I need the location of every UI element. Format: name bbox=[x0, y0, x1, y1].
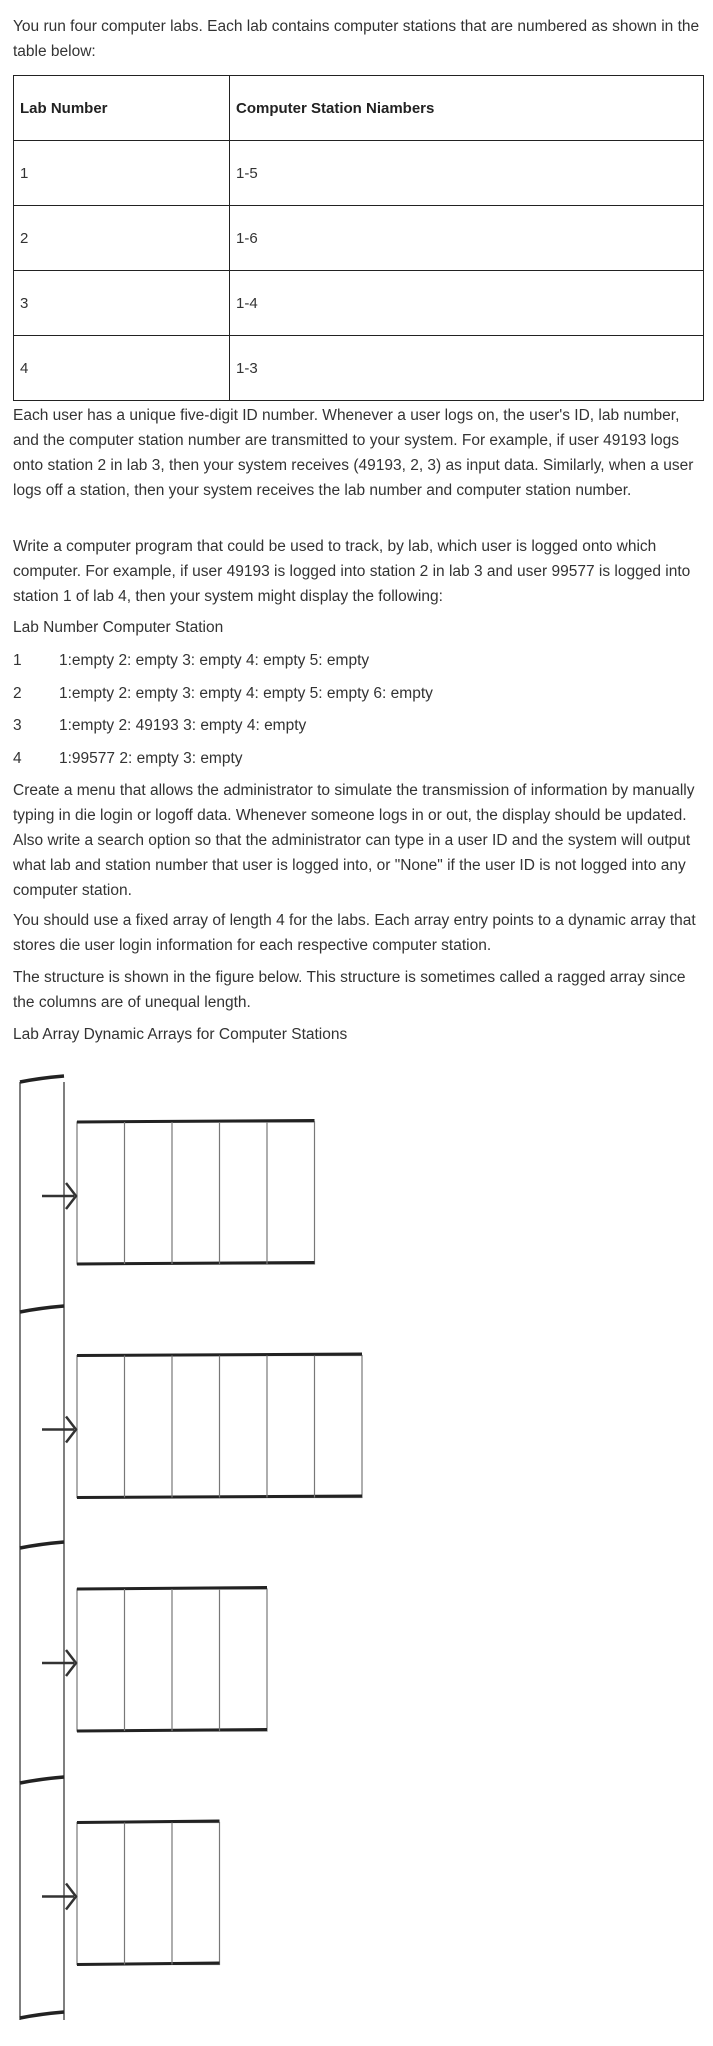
station-array-top-edge bbox=[77, 1821, 220, 1823]
display-stations: 1:99577 2: empty 3: empty bbox=[59, 750, 243, 767]
table-row bbox=[14, 206, 704, 271]
station-array-top-edge bbox=[77, 1354, 362, 1356]
display-row bbox=[13, 648, 703, 673]
station-array-lab-2 bbox=[42, 1354, 362, 1498]
station-array-top-edge bbox=[77, 1121, 315, 1123]
station-array-top-edge bbox=[77, 1588, 267, 1590]
structure-paragraph: The structure is shown in the figure below. This structure is sometimes called a ragged array since the columns are of unequal length. bbox=[13, 969, 686, 1011]
display-lab-number: 3 bbox=[13, 717, 22, 734]
table-cell: 4 bbox=[14, 336, 230, 401]
display-row bbox=[13, 713, 703, 738]
lab-array-divider bbox=[20, 1777, 64, 1783]
station-array-lab-1 bbox=[42, 1121, 315, 1265]
description-paragraph: Each user has a unique five-digit ID number. Whenever a user logs on, the user's ID, lab number, and the computer station number are transmitted to your system. For example, if user 49193 logs onto station 2 in lab 3, then your system receives (49193, 2, 3) as input data. Similarly, when a user logs off a station, then your system receives the lab number and computer station number. bbox=[13, 407, 694, 499]
task-paragraph: Write a computer program that could be used to track, by lab, which user is logged onto which computer. For example, if user 49193 is logged into station 2 in lab 3 and user 99577 is logged into station 1 of lab 4, then your system might display the following: bbox=[13, 538, 691, 605]
lab-array-divider bbox=[20, 1076, 64, 1082]
station-array-frame bbox=[77, 1122, 315, 1264]
table-row bbox=[14, 336, 704, 401]
table-header-row bbox=[14, 76, 704, 141]
display-header: Lab Number Computer Station bbox=[13, 619, 224, 636]
table-header-cell: Lab Number bbox=[14, 76, 230, 141]
station-array-lab-3 bbox=[42, 1588, 267, 1732]
table-cell: 1-5 bbox=[230, 141, 704, 206]
lab-array bbox=[20, 1076, 64, 2020]
display-stations: 1:empty 2: 49193 3: empty 4: empty bbox=[59, 717, 307, 734]
ragged-array-figure bbox=[0, 1060, 380, 2020]
lab-array-divider bbox=[20, 1542, 64, 1548]
display-lab-number: 4 bbox=[13, 750, 22, 767]
table-cell: 1 bbox=[14, 141, 230, 206]
table-cell: 3 bbox=[14, 271, 230, 336]
intro-paragraph: You run four computer labs. Each lab contains computer stations that are numbered as shown in the table below: bbox=[13, 18, 700, 60]
table-cell: 1-3 bbox=[230, 336, 704, 401]
table-cell: 2 bbox=[14, 206, 230, 271]
lab-array-divider bbox=[20, 1306, 64, 1312]
station-array-frame bbox=[77, 1823, 220, 1965]
display-lab-number: 1 bbox=[13, 652, 22, 669]
station-array-bottom-edge bbox=[77, 1263, 315, 1265]
station-array-lab-4 bbox=[42, 1821, 220, 1965]
display-stations: 1:empty 2: empty 3: empty 4: empty 5: empty 6: empty bbox=[59, 685, 433, 702]
array-paragraph: You should use a fixed array of length 4 for the labs. Each array entry points to a dynamic array that stores die user login information for each respective computer station. bbox=[13, 912, 696, 954]
table-row bbox=[14, 271, 704, 336]
station-array-bottom-edge bbox=[77, 1963, 220, 1965]
display-row bbox=[13, 681, 703, 706]
table-cell: 1-4 bbox=[230, 271, 704, 336]
display-row bbox=[13, 746, 703, 771]
display-stations: 1:empty 2: empty 3: empty 4: empty 5: empty bbox=[59, 652, 370, 669]
table-cell: 1-6 bbox=[230, 206, 704, 271]
table-row bbox=[14, 141, 704, 206]
figure-caption: Lab Array Dynamic Arrays for Computer Stations bbox=[13, 1026, 348, 1043]
lab-array-divider bbox=[20, 2012, 64, 2018]
lab-table bbox=[13, 75, 704, 401]
station-arrays bbox=[42, 1121, 362, 1965]
table-header-cell: Computer Station Niambers bbox=[230, 76, 704, 141]
menu-paragraph: Create a menu that allows the administrator to simulate the transmission of information by manually typing in die login or logoff data. Whenever someone logs in or out, the display should be updated. Also write a search option so that the administrator can type in a user ID and the system will output what lab and station number that user is logged into, or "None" if the user ID is not logged into any computer station. bbox=[13, 782, 695, 899]
display-lab-number: 2 bbox=[13, 685, 22, 702]
